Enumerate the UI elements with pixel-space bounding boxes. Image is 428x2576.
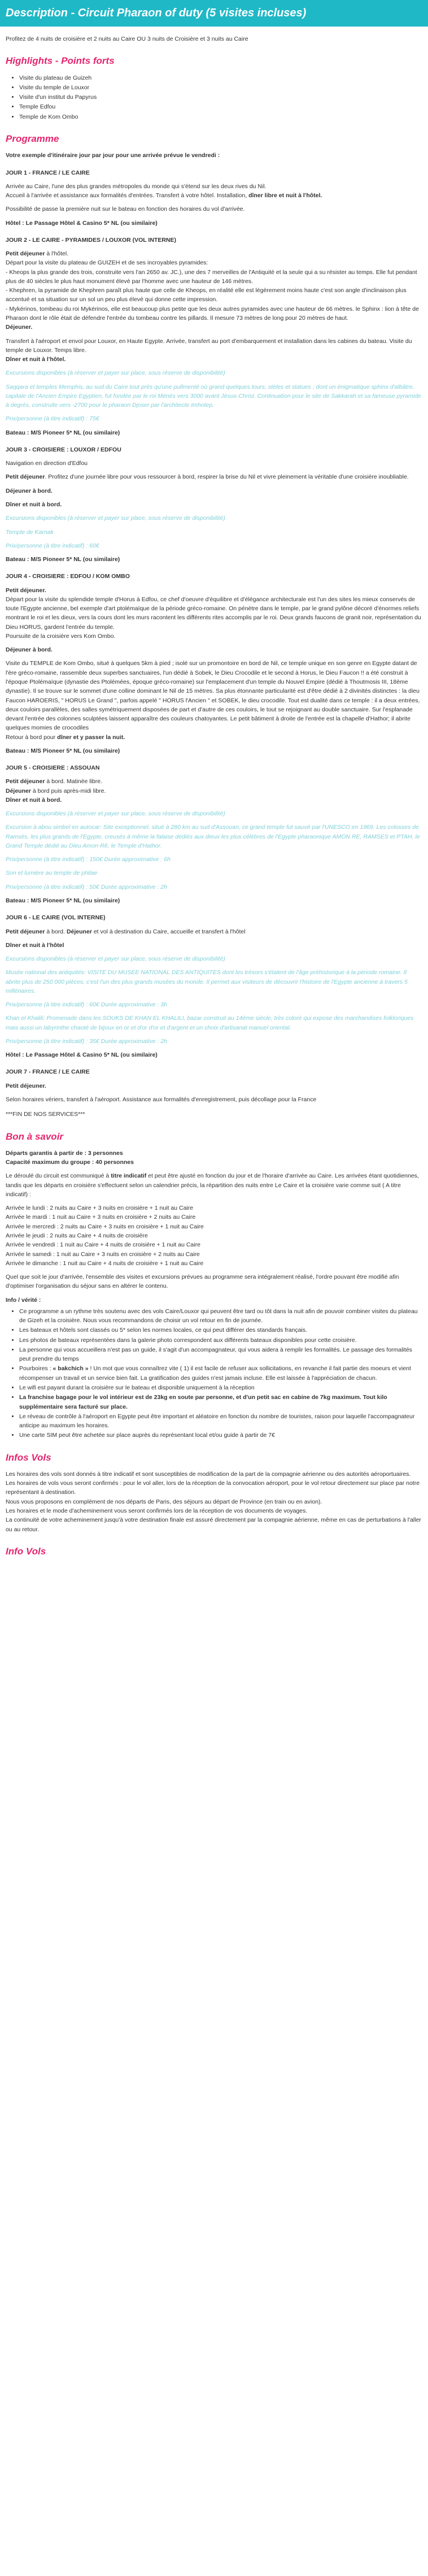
day-5-text: à bord. Matinée libre. <box>45 778 102 785</box>
arrival-item: Arrivée le vendredi : 1 nuit au Caire + 4 nuits de croisière + 1 nuit au Caire <box>6 1241 200 1249</box>
list-item <box>19 1307 422 1326</box>
itinerary-note <box>6 1171 422 1199</box>
day-1-paragraph <box>6 191 422 200</box>
flight-info: Nous vous proposons en complément de nos départs de Paris, des séjours au départ de Province (en train ou en avion). <box>6 1498 322 1505</box>
day-5-excursion: Excursion à abou simbel en autocar: Site exceptionnel, situé à 280 km au sud d'Assouan, ce grand temple fut sauvé par l'UNESCO en 1969. Les colosses de Ramsès, les plus grands de l'Egypte, creusés à même la falaise dédiés aux dieux les plus célèbres de l'Egypte pharaonique AMON RE, RAMSES et PTAH, le Grand Temple dédié au Dieu Amon-Rê, le Temple d'Hathor. <box>6 824 420 849</box>
list-item <box>19 1336 422 1345</box>
day-6-excursions-note: Excursions disponibles (à réserver et payer sur place, sous réserve de disponibilité) <box>6 955 225 963</box>
day-4-paragraph: Visite du TEMPLE de Kom Ombo, situé à quelques 5km à pied ; isolé sur un promontoire en bord de Nil, ce temple unique en son genre en Egypte datant de l'ère gréco-romaine, rassemble deux superbes sanctuaires, l'un dédié à Sobek, le Dieu Crocodile et le second à Horus, le Dieu Faucon !! a été construit à l'époque Ptolémaïque (dynastie des Ptolémées, époque gréco-romaine) sur l'emplacement d'un temple du Nouvel Empire (dédié à Thoutmosis III, 18ème dynastie). Il se trouve sur le sommet d'une colline dominant le Nil de 15 mètres. Sa plus étonnante particularité est d'être dédié à 2 divinités distinctes : la dieu Faucon HAROERIS, " HORUS Le Grand ", parfois appelé " HORUS l'Ancien " et SOBEK, le dieu crocodile. Tout est dualité dans ce temple : il a deux entrées, deux couloirs parallèles, des salles symétriquement disposées de part et d'autre de ces couloirs, le tout se rejoignant au double sanctuaire. Sur l'esplanade devant l'entrée des colonnes sculptées laissent apparaître des couleurs chatoyantes. Le petit bâtiment à droite de l'entrée est la chapelle d'Hathor; il abrite quelques momies de crocodiles <box>6 660 420 732</box>
info-text: ! Un mot que vous connaîtrez vite ( 1) il est facile de refuser aux sollicitations, en revanche il fait partie des moeurs et vient récompenser un travail et un service bien fait. La gratification des guides n'est jamais incluse. Elle est laissée à l'appréciation de chacun. <box>19 1365 411 1382</box>
intro-text: Profitez de 4 nuits de croisière et 2 nuits au Caire OU 3 nuits de Croisière et 3 nuits au Caire <box>6 36 248 42</box>
day-2-paragraph: - Mykérinos, tombeau du roi Mykérinos, elle est beaucoup plus petite que les deux autres pyramides avec une hauteur de 66 mètres. le Sphinx : lion à tête de Pharaon dont le rôle était de défendre l'entrée du tombeau contre les pillards. Il mesure 73 mètres de long pour 20 mètres de haut. <box>6 305 419 322</box>
arrival-item: Arrivée le dimanche : 1 nuit au Caire + 4 nuits de croisière + 1 nuit au Caire <box>6 1259 204 1267</box>
day-6-paragraph <box>6 927 422 936</box>
arrival-item: Arrivée le mardi : 1 nuit au Caire + 3 nuits en croisière + 2 nuits au Caire <box>6 1214 196 1221</box>
day-6-excursion: Khan el Khalili: Promenade dans les SOUKS DE KHAN EL KHALILI, bazar construit au 14ème siècle, très coloré qui expose des marchandises folkloriques mais aussi un labyrinthe chaoté de bijoux en or et d'or d'or et d'argent et un choix d'artisanat manuel oriental. <box>6 1015 414 1031</box>
day-6-text: à bord. <box>45 928 67 935</box>
highlights-list <box>6 73 422 121</box>
itinerary-note-text: et peut être ajusté en fonction du jour et de l'horaire d'arrivée au Caire. Les arrivées étant quotidiennes, tandis que les départs en croisière s'effectuent selon un calendrier précis, la répartition des nuits entre Le Caire et la croisière varie comme suit ( A titre indicatif) : <box>6 1172 419 1198</box>
day-5-hotel: Bateau : M/S Pioneer 5* NL (ou similaire) <box>6 897 120 905</box>
flight-info: Les horaires de vols vous seront confirmés : pour le vol aller, lors de la réception de la convocation aéroport, pour le vol retour directement sur place par notre représentant à destination. <box>6 1480 420 1496</box>
day-6-excursion-price: Prix/personne (à titre indicatif) : 60€ Durée approximative : 3h <box>6 1001 167 1009</box>
list-item <box>19 1345 422 1364</box>
infos-vols-heading: Infos Vols <box>6 1452 51 1463</box>
day-6-title: JOUR 6 - LE CAIRE (VOL INTERNE) <box>6 914 106 922</box>
day-3-lunch: Déjeuner à bord. <box>6 487 53 494</box>
programme-heading: Programme <box>6 133 59 144</box>
arrival-note: Quel que soit le jour d'arrivée, l'ensemble des visites et excursions prévues au programme sera intégralement réalisé, l'ordre pouvant être modifié afin d'optimiser l'organisation du séjour sans en altérer le contenu. <box>6 1274 399 1290</box>
arrival-item: Arrivée le samedi : 1 nuit au Caire + 3 nuits en croisière + 2 nuits au Caire <box>6 1250 200 1258</box>
day-6-hotel: Hôtel : Le Passage Hôtel & Casino 5* NL (ou similaire) <box>6 1052 158 1059</box>
flight-info: Les horaires des vols sont donnés à titre indicatif et sont susceptibles de modification de la part de la compagnie aérienne ou des autorités aéroportuaires. <box>6 1470 411 1478</box>
info-title: Info / vérité : <box>6 1296 41 1304</box>
day-4-text: Retour à bord pour <box>6 733 58 741</box>
day-4-hotel: Bateau : M/S Pioneer 5* NL (ou similaire) <box>6 747 120 754</box>
arrival-list <box>6 1204 422 1268</box>
day-4-lunch: Déjeuner à bord. <box>6 646 53 654</box>
end-of-services: ***FIN DE NOS SERVICES*** <box>6 1111 85 1118</box>
day-5-text: à bord puis après-midi libre. <box>30 787 106 794</box>
day-2-paragraph: Départ pour la visite du plateau de GUIZEH et de ses incroyables pyramides: <box>6 259 208 267</box>
arrival-item: Arrivée le lundi : 2 nuits au Caire + 3 nuits en croisière + 1 nuit au Caire <box>6 1205 194 1212</box>
itinerary-note-text: Le déroulé du circuit est communiqué à <box>6 1172 111 1180</box>
day-1-dinner: dîner libre et nuit à l'hôtel. <box>248 192 322 199</box>
info-text: Le wifi est payant durant la croisière sur le bateau et disponible uniquement à la réception <box>19 1384 255 1391</box>
day-4-paragraph: Départ pour la visite du splendide temple d'Horus à Edfou, ce chef d'oeuvre d'équilibre et d'élégance architecturale est l'un des sites les mieux conservés de toute l'Egypte ancienne, bel exemple d'art ptolémaïque de la période gréco-romaine. On pénètre dans le temple, par le grand pylône décoré d'énormes reliefs montrant le roi et les dieux, vers la cours dont les murs racontent les différents rites accomplis par le roi. Deux grands faucons de granit noir, représentation du Dieu HORUS, gardent l'entrée du temple. <box>6 596 421 631</box>
arrival-item: Arrivée le mercredi : 2 nuits au Caire + 3 nuits en croisière + 1 nuit au Caire <box>6 1223 204 1230</box>
day-5-paragraph <box>6 777 422 786</box>
highlights-heading: Highlights - Points forts <box>6 55 115 67</box>
info-list <box>6 1307 422 1440</box>
day-4-title: JOUR 4 - CROISIERE : EDFOU / KOM OMBO <box>6 573 130 580</box>
day-3-title: JOUR 3 - CROISIERE : LOUXOR / EDFOU <box>6 446 121 453</box>
infos-vols-heading-2: Info Vols <box>6 1545 46 1557</box>
day-6-excursion: Musée national des antiquités: VISITE DU MUSEE NATIONAL DES ANTIQUITES dont les trésors s'étalent de l'âge préhistorique à la période romaine. Il abrite plus de 250 000 pièces, c'est l'un des plus grands musées du monde. Il permet aux visiteurs de découvrir l'histoire de l'Egypte ancienne à travers 5 millénaires. <box>6 969 408 994</box>
day-2-excursion-price: Prix/personne (à titre indicatif) : 75€ <box>6 415 99 423</box>
day-4-breakfast: Petit déjeuner. <box>6 587 46 594</box>
day-6-excursion-price: Prix/personne (à titre indicatif) : 35€ Durée approximative : 2h <box>6 1037 167 1045</box>
day-7-breakfast: Petit déjeuner. <box>6 1082 46 1089</box>
day-3-excursions-note: Excursions disponibles (à réserver et payer sur place, sous réserve de disponibilité) <box>6 515 225 522</box>
flight-info: Les horaires et le mode d'acheminement vous seront confirmés lors de la réception de vos documents de voyages. <box>6 1507 308 1514</box>
day-6-lunch: Déjeuner <box>66 928 92 935</box>
day-5-dinner: Dîner et nuit à bord. <box>6 796 62 803</box>
day-6-dinner: Dîner et nuit à l'hôtel <box>6 941 64 949</box>
info-emphasis: « bakchich » <box>53 1365 89 1372</box>
day-4-paragraph: Poursuite de la croisière vers Kom Ombo. <box>6 632 116 640</box>
page-title: Description - Circuit Pharaon of duty (5 visites incluses) <box>0 0 428 27</box>
day-2-paragraph: Transfert à l'aéroport et envol pour Louxor, en Haute Egypte. Arrivée, transfert au port d'embarquement et installation dans les cabines du bateau. Visite du temple de Louxor. Temps libre. <box>6 337 412 354</box>
info-text: La personne qui vous accueillera n'est pas un guide, il s'agit d'un accompagnateur, qui vous aidera à remplir les formalités. Le passage des formalités peut prendre du temps <box>19 1346 412 1363</box>
programme-intro: Votre exemple d'itinéraire jour par jour pour une arrivée prévue le vendredi : <box>6 152 220 159</box>
list-item: • Temple Edfou <box>19 102 422 111</box>
day-5-excursion-price: Prix/personne (à titre indicatif) : 150€ Durée approximative : 6h <box>6 856 171 863</box>
list-item: • Visite d'un institut du Papyrus <box>19 93 422 102</box>
arrival-item: Arrivée le jeudi : 2 nuits au Caire + 4 nuits de croisière <box>6 1232 148 1239</box>
list-item <box>19 1383 422 1392</box>
day-5-lunch: Déjeuner <box>6 787 31 794</box>
flight-info: La continuité de votre acheminement jusqu'à votre destination finale est assuré directement par la compagnie aérienne, même en cas de perturbations à l'aller ou au retour. <box>6 1517 421 1533</box>
day-1-paragraph: Possibilité de passe la première nuit sur le bateau en fonction des horaires du vol d'arrivée. <box>6 206 245 213</box>
day-2-title: JOUR 2 - LE CAIRE - PYRAMIDES / LOUXOR (VOL INTERNE) <box>6 236 176 244</box>
day-6-text: et vol à destination du Caire, accueille et transfert à l'hôtel <box>91 928 246 935</box>
day-6-breakfast: Petit déjeuner <box>6 928 45 935</box>
info-emphasis: La franchise bagage pour le vol intérieur est de 23kg en soute par personne, et d'un petit sac en cabine de 7kg maximum. Tout kilo supplémentaire sera facturé sur place. <box>19 1394 387 1410</box>
day-2-paragraph <box>6 249 422 258</box>
info-text: Ce programme a un rythme très soutenu avec des vols Caire/Louxor qui peuvent être tard ou tôt dans la nuit afin de pouvoir combiner visites du plateau de Gizeh et la croisière. Nous vous recommandons de choisir un vol retour en fin de journée. <box>19 1307 418 1324</box>
list-item: • Temple de Kom Ombo <box>19 112 422 121</box>
info-text: Une carte SIM peut être achetée sur place auprès du représentant local et/ou guide à partir de 7€ <box>19 1432 275 1439</box>
list-item <box>19 1326 422 1335</box>
day-3-text: . Profitez d'une journée libre pour vous ressourcer à bord, respirer la brise du Nil et vivre pleinement la véritable d'une croisière inoubliable. <box>45 474 409 481</box>
day-4-dinner: dîner et y passer la nuit. <box>57 733 125 741</box>
day-5-excursion: Son et lumière au temple de philae <box>6 870 98 877</box>
day-2-excursions-note: Excursions disponibles (à réserver et payer sur place, sous réserve de disponibilité) <box>6 370 225 377</box>
day-1-hotel: Hôtel : Le Passage Hôtel & Casino 5* NL (ou similaire) <box>6 219 158 227</box>
day-3-dinner: Dîner et nuit à bord. <box>6 501 62 508</box>
list-item <box>19 1364 422 1383</box>
day-3-excursion: Temple de Karnak <box>6 528 54 536</box>
day-2-lunch: Déjeuner. <box>6 324 33 331</box>
day-2-hotel: Bateau : M/S Pioneer 5* NL (ou similaire) <box>6 429 120 436</box>
day-3-breakfast: Petit déjeuner <box>6 474 45 481</box>
day-3-paragraph: Navigation en direction d'Edfou <box>6 460 88 467</box>
day-3-paragraph <box>6 472 422 481</box>
min-departure: Départs garantis à partir de : 3 personnes <box>6 1149 123 1157</box>
day-7-title: JOUR 7 - FRANCE / LE CAIRE <box>6 1068 90 1076</box>
day-5-paragraph <box>6 787 422 796</box>
list-item <box>19 1431 422 1440</box>
day-2-breakfast: Petit déjeuner <box>6 250 45 258</box>
info-text: Les photos de bateaux représentées dans la galerie photo correspondent aux différents bateaux disponibles pour cette croisière. <box>19 1336 357 1344</box>
content <box>0 34 428 1559</box>
max-capacity: Capacité maximum du groupe : 40 personnes <box>6 1159 134 1166</box>
day-2-paragraph: - Khephren, la pyramide de Khephren paraît plus haute que celle de Kheops, en réalité elle est légèrement moins haute c'est son angle d'inclinaison plus accentué et sa situation sur un sol un peu plus élevé qui donne cette impression. <box>6 287 407 303</box>
day-1-paragraph: Arrivée au Caire, l'une des plus grandes métropoles du monde qui s'étend sur les deux rives du Nil. <box>6 183 267 190</box>
list-item: • Visite du plateau de Guizeh <box>19 73 422 82</box>
list-item <box>19 1412 422 1431</box>
day-2-dinner: Dîner et nuit à l'hôtel. <box>6 356 66 363</box>
bon-a-savoir-heading: Bon à savoir <box>6 1131 64 1142</box>
day-5-excursion-price: Prix/personne (à titre indicatif) : 50€ Durée approximative : 2h <box>6 883 167 890</box>
day-3-hotel: Bateau : M/S Pioneer 5* NL (ou similaire) <box>6 556 120 563</box>
day-2-text: à l'hôtel. <box>45 250 69 258</box>
day-5-excursions-note: Excursions disponibles (à réserver et payer sur place, sous réserve de disponibilité) <box>6 810 225 818</box>
list-item: • Visite du temple de Louxor <box>19 83 422 92</box>
day-3-excursion-price: Prix/personne (à titre indicatif) : 60€ <box>6 542 99 549</box>
day-5-title: JOUR 5 - CROISIERE : ASSOUAN <box>6 764 100 772</box>
day-5-breakfast: Petit déjeuner <box>6 778 45 785</box>
day-1-title: JOUR 1 - FRANCE / LE CAIRE <box>6 169 90 176</box>
day-4-paragraph <box>6 733 422 742</box>
day-7-paragraph: Selon horaires vériers, transfert à l'aéroport. Assistance aux formalités d'enregistrement, puis décollage pour la France <box>6 1096 317 1103</box>
info-text: Le réveau de contrôle à l'aéroport en Egypte peut être important et aléatoire en fonction du nombre de touristes, raison pour laquelle l'accompagnateur anticipe au maximum les horaires. <box>19 1413 415 1430</box>
info-text: Les bateaux et hôtels sont classés ou 5* selon les normes locales, ce qui peut différer des standards français. <box>19 1327 307 1334</box>
list-item <box>19 1393 422 1411</box>
itinerary-note-emphasis: titre indicatif <box>111 1172 147 1180</box>
day-1-text: Accueil à l'arrivée et assistance aux formalités d'entrées. Transfert à votre hôtel. Installation, <box>6 192 249 199</box>
day-2-excursion: Saqqara et temples Memphis, au sud du Caire tout près qu'une pullmenté où grand quelques tours, stèles et statues ; dont un énigmatique sphinx d'albâtre, capitale de l'Ancien Empire Egyptien, fut fondée par le roi Ménès vers 3000 avant Jésus-Christ. Continuation pour le site de Sakkarah et sa fameuse pyramide à degrés, construite vers -2700 pour le pharaon Djoser par l'architecte Imhotep. <box>6 383 421 409</box>
info-text: Pourboires : <box>19 1365 53 1372</box>
day-2-paragraph: - Kheops la plus grande des trois, construite vers l'an 2650 av. JC.), une des 7 merveilles de l'Antiquité et la seule qui a su résister au temps. Elle fut pendant plus de 40 siècles le plus haut monument élevé par l'homme avec une hauteur de 146 mètres. <box>6 268 417 285</box>
